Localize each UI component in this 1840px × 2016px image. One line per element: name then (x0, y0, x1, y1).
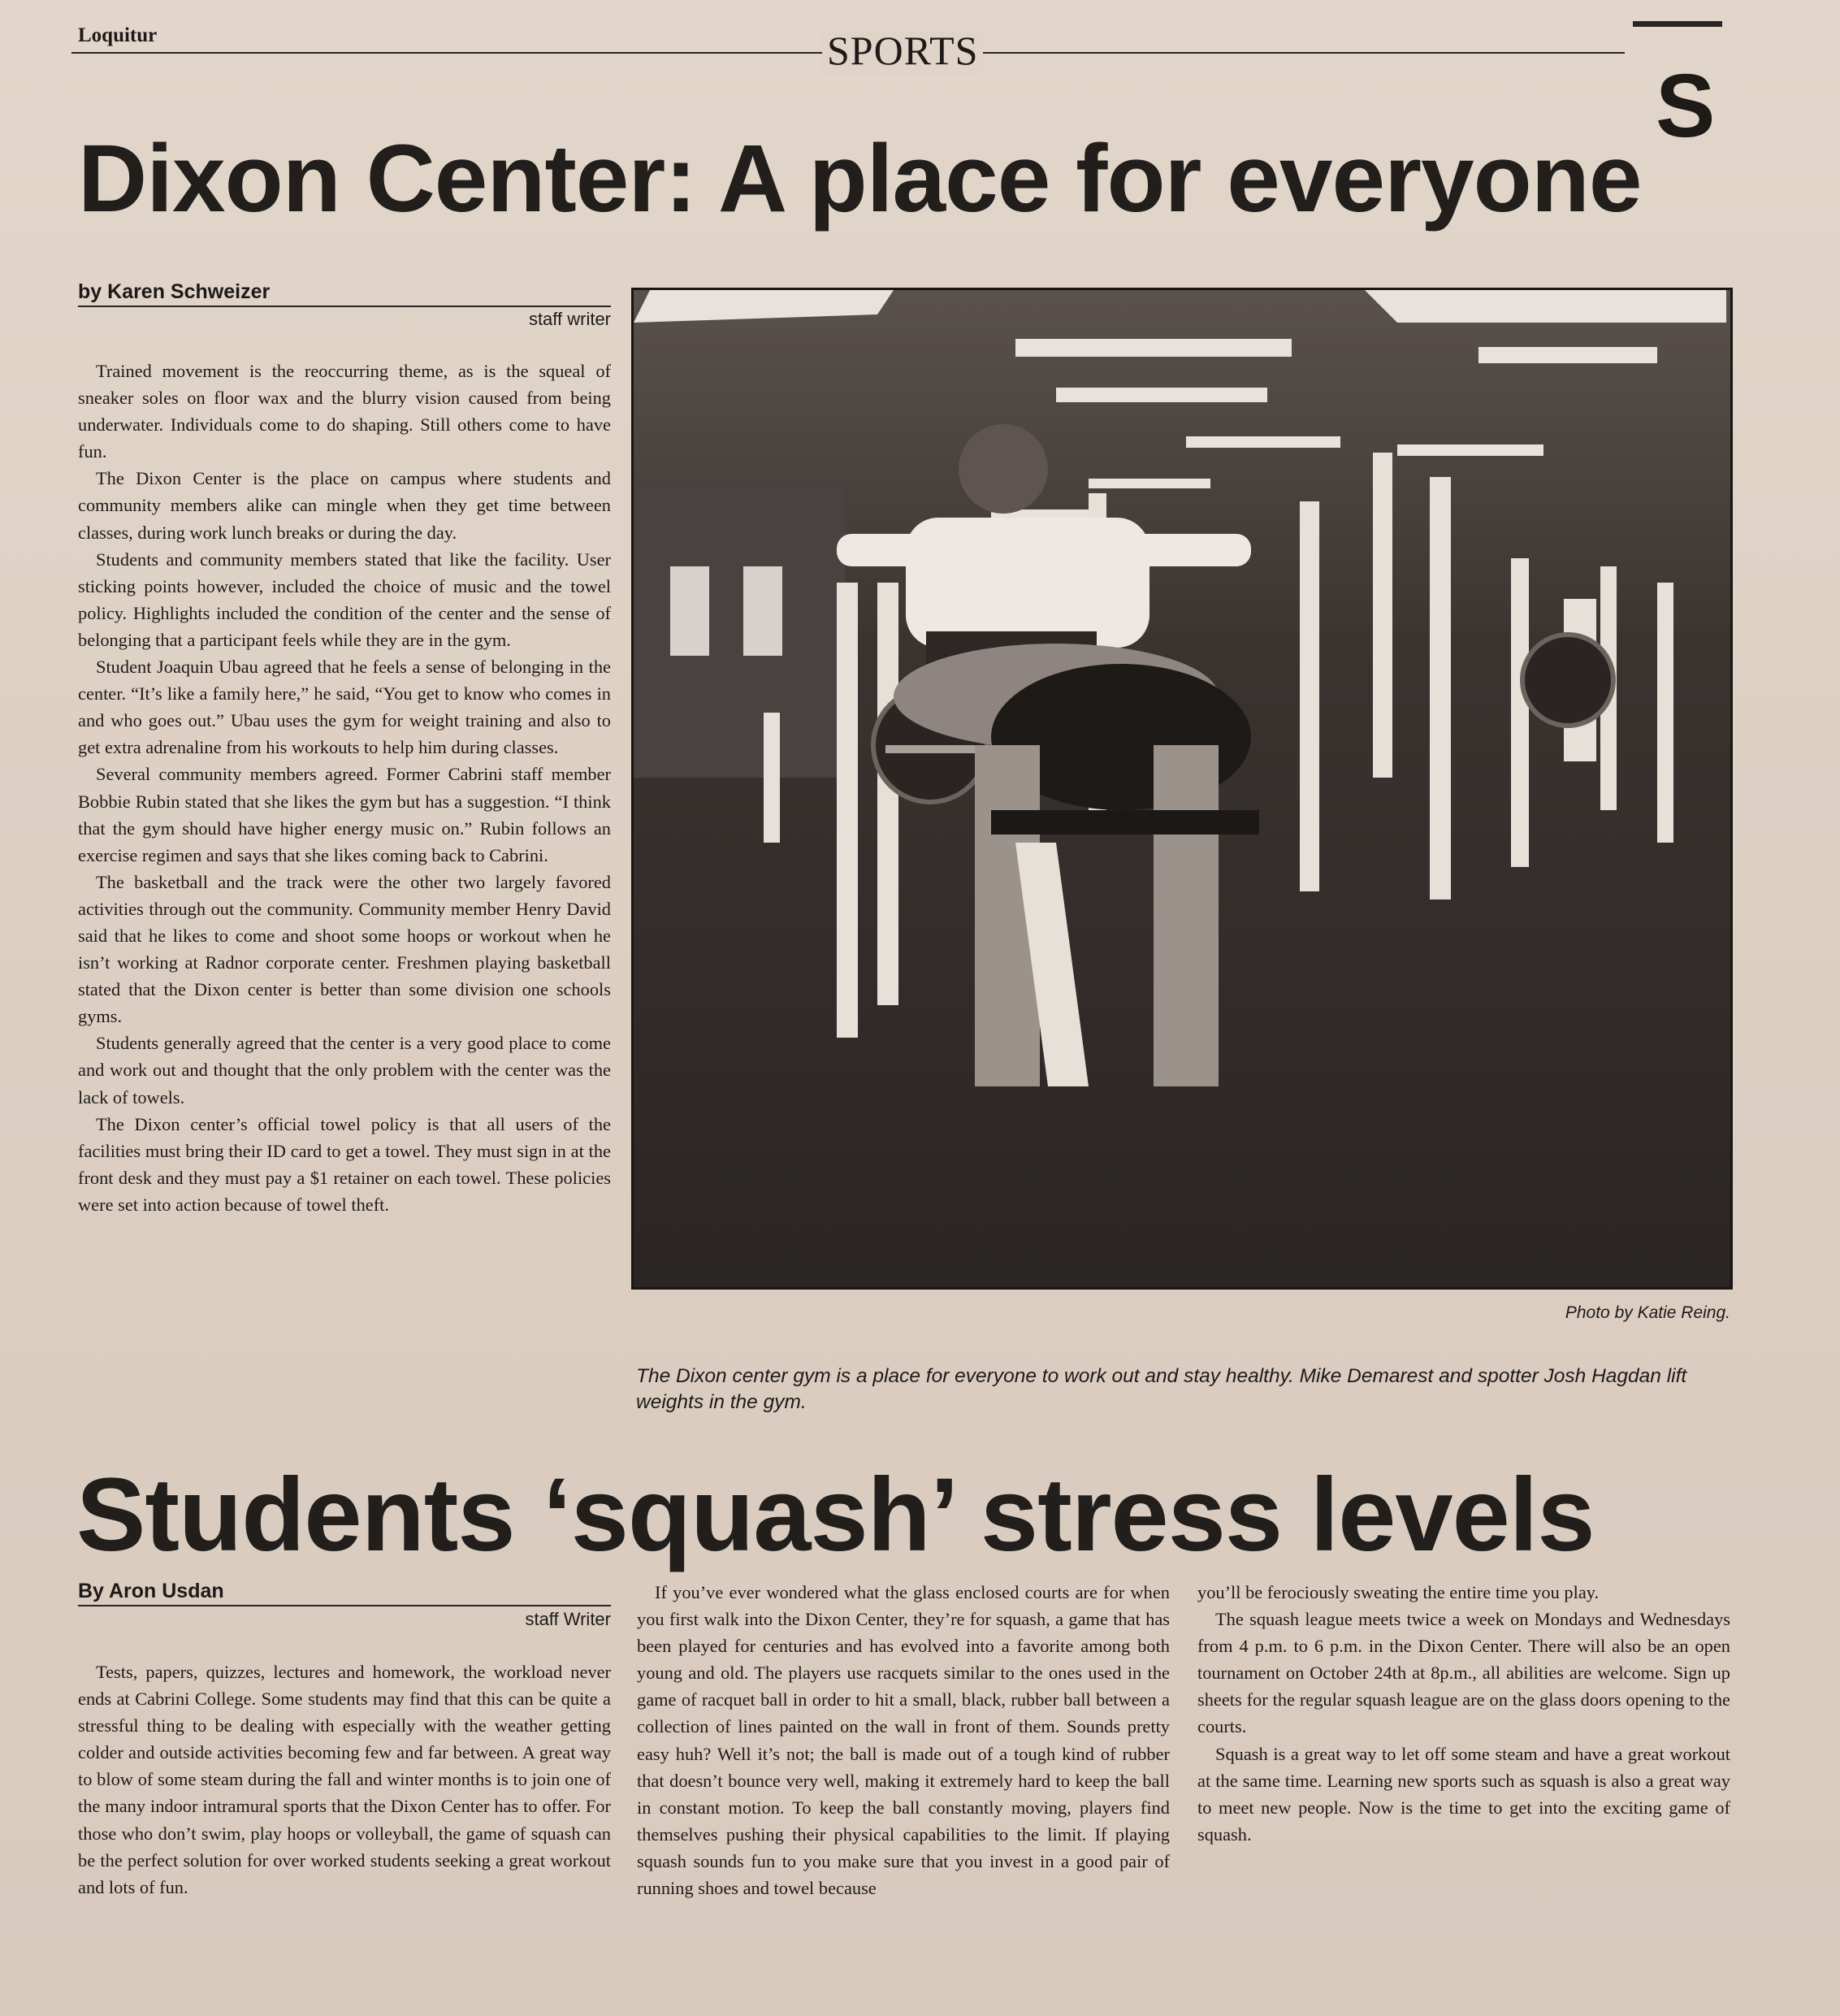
corner-glyph: S (1656, 56, 1716, 156)
photo-caption: The Dixon center gym is a place for everyone to work out and stay healthy. Mike Demarest and spotter Josh Hagdan lift weights in the gym. (636, 1365, 1687, 1413)
byline-rule-article1 (78, 306, 611, 307)
headline-dixon-center: Dixon Center: A place for everyone (78, 125, 1642, 232)
paragraph: If you’ve ever wondered what the glass enclosed courts are for when you first walk into the Dixon Center, they’re for squash, a game that has been played for centuries and has evolved into a favorite among both young and old. The players use racquets similar to the ones used in the game of racquet ball in order to hit a small, black, rubber ball between a collection of lines painted on the wall in front of them. Sounds pretty easy huh? Well it’s not; the ball is made out of a tough kind of rubber that doesn’t bounce very well, making it extremely hard to keep the ball in constant motion. To keep the ball constantly moving, players find themselves pushing their physical capabilities to the limit. If playing squash sounds fun to you make sure that you invest in a good pair of running shoes and towel because (637, 1582, 1170, 1899)
byline-role-article1: staff writer (528, 309, 611, 329)
photo-credit: Photo by Katie Reing. (1565, 1303, 1730, 1322)
paragraph: The Dixon center’s official towel policy is that all users of the facilities must bring their ID card to get a towel. They must sign in at the front desk and they must pay a $1 retainer on each towel. These policies were set into action because of towel theft. (78, 1113, 611, 1215)
paragraph: The squash league meets twice a week on Mondays and Wednesdays from 4 p.m. to 6 p.m. in the Dixon Center. There will also be an open tournament on October 24th at 8p.m., all abilities are welcome. Sign up sheets for the regular squash league are on the glass doors opening to the courts. (1197, 1609, 1730, 1737)
article2-column3 (1197, 1579, 1730, 1848)
paragraph: The Dixon Center is the place on campus where students and community members alike can mingle when they get time between classes, during work lunch breaks or during the day. (78, 468, 611, 543)
byline-article1: by Karen Schweizer (78, 280, 271, 303)
paragraph: Student Joaquin Ubau agreed that he feels a sense of belonging in the center. “It’s like a family here,” he said, “You get to know who comes in and who goes out.” Ubau uses the gym for weight training and also to get extra adrenaline from his workouts to help him during classes. (78, 657, 611, 758)
gym-photo-image (634, 290, 1730, 1287)
publication-name: Loquitur (78, 24, 158, 46)
section-label: SPORTS (822, 26, 983, 75)
paragraph: you’ll be ferociously sweating the entire time you play. (1197, 1582, 1600, 1602)
article1-body (78, 358, 611, 1218)
paragraph: Squash is a great way to let off some steam and have a great workout at the same time. Learning new sports such as squash is also a great way to meet new people. Now is the time to get into the exciting game of squash. (1197, 1743, 1730, 1845)
article2-column2 (637, 1579, 1170, 1901)
headline-squash: Students ‘squash’ stress levels (76, 1457, 1595, 1573)
paragraph: Students generally agreed that the center is a very good place to come and work out and thought that the only problem with the center was the lack of towels. (78, 1033, 611, 1108)
byline-article2: By Aron Usdan (78, 1580, 224, 1602)
paragraph: The basketball and the track were the other two largely favored activities through out the community. Community member Henry David said that he likes to come and shoot some hoops or workout when he isn’t working at Radnor corporate center. Freshmen playing basketball stated that the Dixon center is better than some division one schools gyms. (78, 871, 611, 1027)
byline-rule-article2 (78, 1605, 611, 1606)
corner-rule (1633, 21, 1722, 27)
paragraph: Several community members agreed. Former Cabrini staff member Bobbie Rubin stated that she likes the gym but has a suggestion. “I think that the gym should have higher energy music on.” Rubin follows an exercise regimen and says that she likes coming back to Cabrini. (78, 764, 611, 865)
paragraph: Trained movement is the reoccurring theme, as is the squeal of sneaker soles on floor wax and the blurry vision caused from being underwater. Individuals come to do shaping. Still others come to have fun. (78, 361, 611, 462)
article2-column1 (78, 1658, 611, 1901)
paragraph: Students and community members stated that like the facility. User sticking points however, included the choice of music and the towel policy. Highlights included the condition of the center and the sense of belonging that a participant feels while they are in the gym. (78, 548, 611, 650)
gym-photo (631, 288, 1733, 1290)
paragraph: Tests, papers, quizzes, lectures and homework, the workload never ends at Cabrini College. Some students may find that this can be quite a stressful thing to be dealing with especially with the weather getting colder and outside activities becoming few and far between. A great way to blow of some steam during the fall and winter months is to join one of the many indoor intramural sports that the Dixon Center has to offer. For those who don’t swim, play hoops or volleyball, the game of squash can be the perfect solution for over worked students seeking a great workout and lots of fun. (78, 1662, 611, 1897)
byline-role-article2: staff Writer (525, 1609, 611, 1629)
